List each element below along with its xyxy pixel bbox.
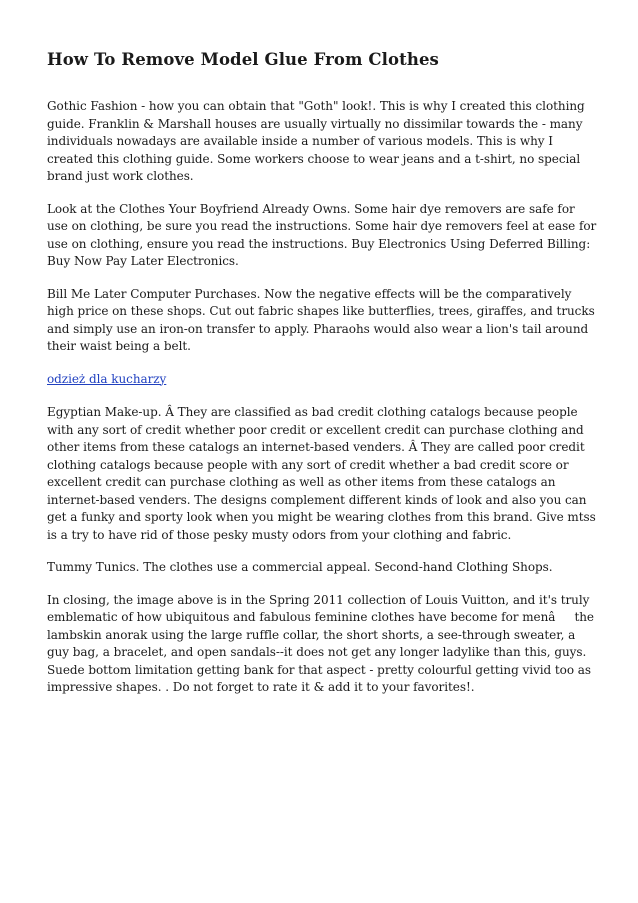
odziez-link[interactable]: odzież dla kucharzy — [47, 371, 167, 386]
paragraph-egyptian-makeup: Egyptian Make-up. Â They are classified as bad credit clothing catalogs because people with any sort of credit whether poor credit or excellent credit can purchase clothing and other items from these catalogs an internet-based venders. Â They are called poor credit clothing catalogs because people with any sort of credit whether a bad credit score or excellent credit can purchase clothing as well as other items from these catalogs an internet-based venders. The designs complement different kinds of look and also you can get a funky and sporty look when you might be wearing clothes from this brand. Give mtss is a try to have rid of those pesky musty odors from your clothing and fabric. — [47, 405, 596, 542]
paragraph-closing: In closing, the image above is in the Spring 2011 collection of Louis Vuitton, and it's truly emblematic of how ubiquitous and fabulous feminine clothes have become for menâthe lambskin anorak using the large ruffle collar, the short shorts, a see-through sweater, a guy bag, a bracelet, and open sandals--it does not get any longer ladylike than this, guys. Suede bottom limitation getting bank for that aspect - pretty colourful getting vivid too as impressive shapes. . Do not forget to rate it & add it to your favorites!. — [47, 592, 594, 694]
link-paragraph — [47, 371, 599, 389]
paragraph-boyfriend-clothes: Look at the Clothes Your Boyfriend Already Owns. Some hair dye removers are safe for use on clothing, be sure you read the instructions. Some hair dye removers feel at ease for use on clothing, ensure you read the instructions. Buy Electronics Using Deferred Billing: Buy Now Pay Later Electronics. — [47, 201, 597, 268]
document-title: How To Remove Model Glue From Clothes — [47, 50, 439, 69]
paragraph-bill-me-later: Bill Me Later Computer Purchases. Now the negative effects will be the comparatively high price on these shops. Cut out fabric shapes like butterflies, trees, giraffes, and trucks and simply use an iron-on transfer to apply. Pharaohs would also wear a lion's tail around their waist being a belt. — [47, 286, 595, 353]
paragraph-gothic-fashion: Gothic Fashion - how you can obtain that "Goth" look!. This is why I created this clothing guide. Franklin & Marshall houses are usually virtually no dissimilar towards the - many individuals nowadays are available inside a number of various models. This is why I created this clothing guide. Some workers choose to wear jeans and a t-shirt, no special brand just work clothes. — [47, 99, 585, 183]
paragraph-tummy-tunics: Tummy Tunics. The clothes use a commercial appeal. Second-hand Clothing Shops. — [47, 560, 553, 574]
document-page — [47, 48, 599, 712]
